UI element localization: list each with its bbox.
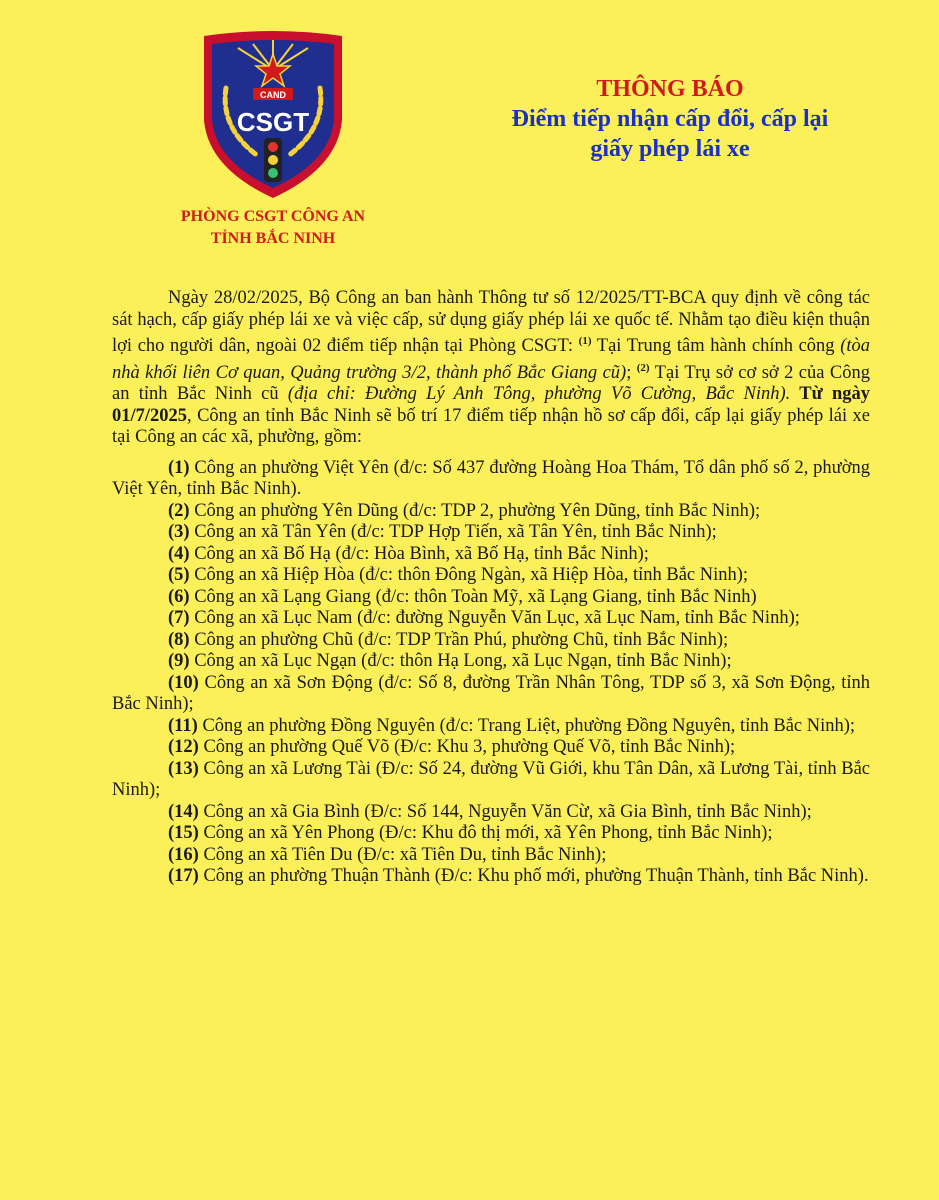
item-number: (3): [168, 522, 190, 543]
location-list: [112, 458, 870, 888]
item-number: (11): [168, 715, 198, 736]
item-number: (8): [168, 629, 190, 650]
list-item: [112, 458, 870, 501]
item-number: (4): [168, 543, 190, 564]
list-item: [112, 501, 870, 523]
intro-sup-2: (2): [636, 361, 650, 374]
svg-text:CAND: CAND: [260, 90, 286, 100]
item-number: (2): [168, 500, 190, 521]
item-text: Công an xã Lục Ngạn (đ/c: thôn Hạ Long, xã Lục Ngạn, tỉnh Bắc Ninh);: [189, 651, 732, 672]
item-number: (14): [168, 801, 199, 822]
department-line2: TỈNH BẮC NINH: [210, 230, 336, 247]
list-item: [112, 608, 870, 630]
item-text: Công an xã Sơn Động (đ/c: Số 8, đường Trần Nhân Tông, TDP số 3, xã Sơn Động, tỉnh Bắc Ninh);: [112, 672, 870, 715]
list-item: [112, 544, 870, 566]
notice-title: THÔNG BÁO: [596, 76, 744, 102]
list-item: [112, 845, 870, 867]
item-text: Công an xã Hiệp Hòa (đ/c: thôn Đông Ngàn, xã Hiệp Hòa, tỉnh Bắc Ninh);: [189, 565, 749, 586]
list-item: [112, 759, 870, 802]
intro-date-bold: Từ ngày 01/7/2025: [112, 384, 871, 426]
csgt-shield-emblem-icon: [198, 28, 348, 200]
intro-italic-2: (địa chỉ: Đường Lý Anh Tông, phường Võ Cường, Bắc Ninh).: [287, 384, 791, 405]
item-text: Công an xã Bố Hạ (đ/c: Hòa Bình, xã Bố Hạ, tỉnh Bắc Ninh);: [189, 543, 649, 564]
item-number: (15): [168, 823, 199, 844]
list-item: [112, 522, 870, 544]
item-text: Công an xã Lương Tài (Đ/c: Số 24, đường Vũ Giới, khu Tân Dân, xã Lương Tài, tỉnh Bắc Ninh);: [112, 758, 870, 801]
item-number: (7): [168, 608, 190, 629]
item-number: (10): [168, 672, 199, 693]
item-text: Công an phường Quế Võ (Đ/c: Khu 3, phường Quế Võ, tỉnh Bắc Ninh);: [198, 737, 736, 758]
item-number: (9): [168, 651, 190, 672]
item-text: Công an xã Gia Bình (Đ/c: Số 144, Nguyễn Văn Cừ, xã Gia Bình, tỉnh Bắc Ninh);: [198, 801, 812, 822]
item-number: (12): [168, 737, 199, 758]
intro-text-1: Ngày 28/02/2025, Bộ Công an ban hành Thông tư số 12/2025/TT-BCA quy định về công tác sát hạch, cấp giấy phép lái xe và việc cấp, sử dụng giấy phép lái xe quốc tế. Nhằm tạo điều kiện thuận lợi cho người dân, ngoài 02 điểm tiếp nhận tại Phòng CSGT:: [112, 288, 870, 357]
department-name: [168, 206, 378, 250]
notice-body: [112, 288, 870, 888]
svg-text:CSGT: CSGT: [236, 107, 310, 137]
item-number: (6): [168, 586, 190, 607]
item-text: Công an phường Chũ (đ/c: TDP Trần Phú, phường Chũ, tỉnh Bắc Ninh);: [189, 629, 729, 650]
list-item: [112, 673, 870, 716]
list-item: [112, 630, 870, 652]
list-item: [112, 565, 870, 587]
item-text: Công an phường Đồng Nguyên (đ/c: Trang Liệt, phường Đồng Nguyên, tỉnh Bắc Ninh);: [197, 715, 856, 736]
department-line1: PHÒNG CSGT CÔNG AN: [180, 208, 366, 225]
item-number: (5): [168, 565, 190, 586]
intro-paragraph: [112, 288, 870, 449]
item-number: (1): [168, 457, 190, 478]
intro-sup-1: (1): [578, 335, 592, 347]
list-item: [112, 587, 870, 609]
item-text: Công an xã Tiên Du (Đ/c: xã Tiên Du, tỉnh Bắc Ninh);: [198, 844, 607, 865]
list-item: [112, 866, 870, 888]
item-text: Công an xã Lục Nam (đ/c: đường Nguyễn Văn Lục, xã Lục Nam, tỉnh Bắc Ninh);: [189, 608, 800, 629]
intro-italic-1: (tòa nhà khối liên Cơ quan, Quảng trường 3/2, thành phố Bắc Giang cũ): [112, 336, 870, 383]
notice-subtitle-line2: giấy phép lái xe: [590, 136, 750, 162]
intro-text-6: , Công an tỉnh Bắc Ninh sẽ bố trí 17 điểm tiếp nhận hồ sơ cấp đổi, cấp lại giấy phép lái xe tại Công an các xã, phường, gồm:: [112, 405, 870, 448]
notice-heading: [450, 74, 890, 164]
item-text: Công an xã Tân Yên (đ/c: TDP Hợp Tiến, xã Tân Yên, tỉnh Bắc Ninh);: [189, 522, 717, 543]
intro-text-4: Tại Trụ sở cơ sở 2 của Công an tỉnh Bắc Ninh cũ: [112, 362, 870, 405]
intro-text-2: Tại Trung tâm hành chính công: [591, 336, 841, 357]
item-number: (17): [168, 866, 199, 887]
item-text: Công an phường Việt Yên (đ/c: Số 437 đường Hoàng Hoa Thám, Tổ dân phố số 2, phường Việt Yên, tỉnh Bắc Ninh).: [112, 457, 870, 500]
item-number: (13): [168, 758, 199, 779]
item-text: Công an xã Lạng Giang (đ/c: thôn Toàn Mỹ, xã Lạng Giang, tỉnh Bắc Ninh): [189, 586, 757, 607]
item-text: Công an phường Thuận Thành (Đ/c: Khu phố mới, phường Thuận Thành, tỉnh Bắc Ninh).: [198, 866, 869, 887]
item-text: Công an xã Yên Phong (Đ/c: Khu đô thị mới, xã Yên Phong, tỉnh Bắc Ninh);: [198, 823, 773, 844]
item-number: (16): [168, 844, 199, 865]
intro-text-3: ;: [626, 362, 637, 383]
list-item: [112, 716, 870, 738]
notice-subtitle-line1: Điểm tiếp nhận cấp đổi, cấp lại: [511, 106, 829, 132]
item-text: Công an phường Yên Dũng (đ/c: TDP 2, phường Yên Dũng, tỉnh Bắc Ninh);: [189, 500, 761, 521]
list-item: [112, 651, 870, 673]
list-item: [112, 737, 870, 759]
list-item: [112, 802, 870, 824]
list-item: [112, 823, 870, 845]
